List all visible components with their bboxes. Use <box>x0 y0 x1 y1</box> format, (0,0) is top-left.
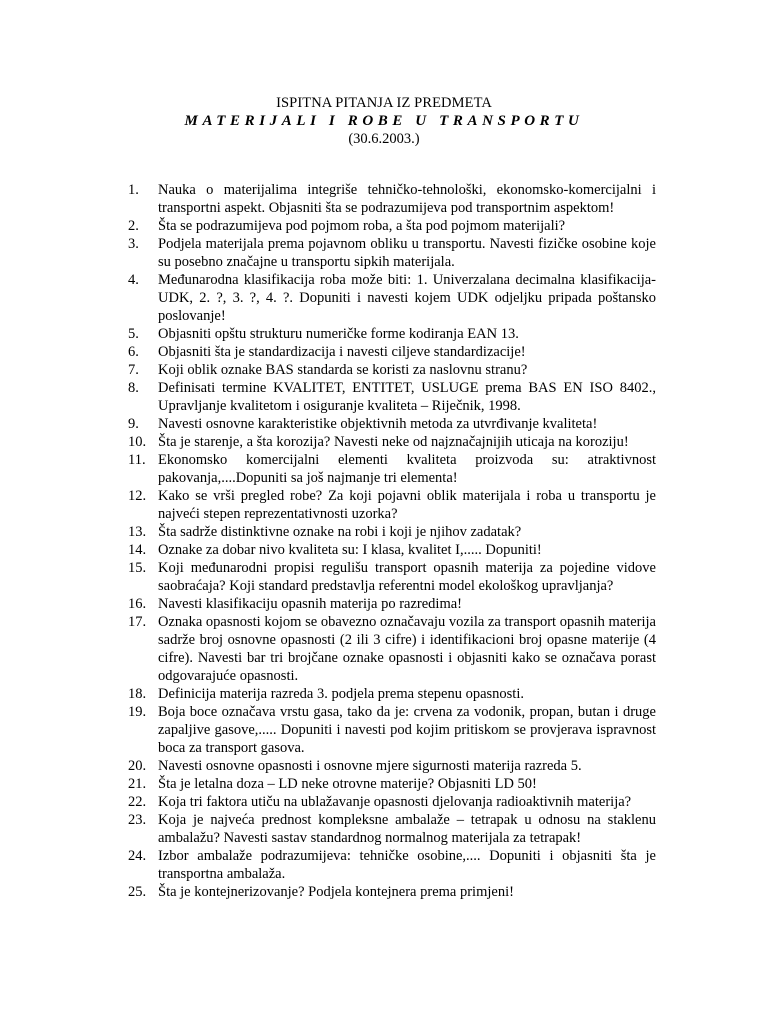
question-item <box>128 775 656 793</box>
question-text: Nauka o materijalima integriše tehničko-tehnološki, ekonomsko-komercijalni i transportni aspekt. Objasniti šta se podrazumijeva pod transportnim aspektom! <box>158 182 656 216</box>
exam-date: (30.6.2003.) <box>348 131 420 147</box>
question-item <box>128 379 656 415</box>
question-text: Koji međunarodni propisi regulišu transport opasnih materija za pojedine vidove saobraćaja? Koji standard predstavlja referentni model ekološkog upravljanja? <box>158 560 656 594</box>
question-text: Definisati termine KVALITET, ENTITET, USLUGE prema BAS EN ISO 8402., Upravljanje kvalitetom i osiguranje kvaliteta – Riječnik, 1998. <box>158 380 656 414</box>
question-number: 22. <box>128 794 147 810</box>
question-text: Šta je letalna doza – LD neke otrovne materije? Objasniti LD 50! <box>158 776 537 792</box>
question-item <box>128 757 656 775</box>
question-item <box>128 847 656 883</box>
question-item <box>128 559 656 595</box>
question-number: 23. <box>128 812 147 828</box>
question-number: 15. <box>128 560 147 576</box>
question-item <box>128 523 656 541</box>
question-text: Kako se vrši pregled robe? Za koji pojavni oblik materijala i roba u transportu je najveći stepen reprezentativnosti uzorka? <box>158 488 656 522</box>
question-number: 11. <box>128 452 146 468</box>
question-number: 17. <box>128 614 147 630</box>
question-item <box>128 361 656 379</box>
question-item <box>128 271 656 325</box>
question-item <box>128 415 656 433</box>
question-item <box>128 703 656 757</box>
question-item <box>128 595 656 613</box>
question-text: Podjela materijala prema pojavnom obliku u transportu. Navesti fizičke osobine koje su posebno značajne u transportu sipkih materijala. <box>158 236 656 270</box>
question-number: 9. <box>128 416 139 432</box>
question-number: 4. <box>128 272 139 288</box>
question-item <box>128 181 656 217</box>
question-number: 10. <box>128 434 147 450</box>
question-number: 18. <box>128 686 147 702</box>
question-text: Međunarodna klasifikacija roba može biti: 1. Univerzalana decimalna klasifikacija-UDK, 2. ?, 3. ?, 4. ?. Dopuniti i navesti kojem UDK odjeljku pripada poštansko poslovanje! <box>158 272 656 324</box>
question-number: 6. <box>128 344 139 360</box>
question-text: Ekonomsko komercijalni elementi kvaliteta proizvoda su: atraktivnost pakovanja,....Dopuniti sa još najmanje tri elementa! <box>158 452 656 486</box>
question-list <box>128 181 656 901</box>
question-item <box>128 433 656 451</box>
question-number: 24. <box>128 848 147 864</box>
question-number: 13. <box>128 524 147 540</box>
question-number: 8. <box>128 380 139 396</box>
question-text: Navesti osnovne karakteristike objektivnih metoda za utvrđivanje kvaliteta! <box>158 416 598 432</box>
question-item <box>128 541 656 559</box>
question-text: Objasniti opštu strukturu numeričke forme kodiranja EAN 13. <box>158 326 519 342</box>
question-text: Koja tri faktora utiču na ublažavanje opasnosti djelovanja radioaktivnih materija? <box>158 794 632 810</box>
question-text: Šta se podrazumijeva pod pojmom roba, a šta pod pojmom materijali? <box>158 218 566 234</box>
question-text: Izbor ambalaže podrazumijeva: tehničke osobine,.... Dopuniti i objasniti šta je transportna ambalaža. <box>158 848 656 882</box>
question-item <box>128 235 656 271</box>
course-title: MATERIJALI I ROBE U TRANSPORTU <box>184 113 584 129</box>
question-text: Objasniti šta je standardizacija i navesti ciljeve standardizacije! <box>158 344 526 360</box>
question-text: Koji oblik oznake BAS standarda se koristi za naslovnu stranu? <box>158 362 528 378</box>
question-number: 20. <box>128 758 147 774</box>
question-number: 3. <box>128 236 139 252</box>
document-header <box>0 94 768 148</box>
question-item <box>128 811 656 847</box>
question-item <box>128 451 656 487</box>
question-text: Navesti osnovne opasnosti i osnovne mjere sigurnosti materija razreda 5. <box>158 758 582 774</box>
question-item <box>128 487 656 523</box>
question-item <box>128 685 656 703</box>
question-number: 12. <box>128 488 147 504</box>
question-text: Definicija materija razreda 3. podjela prema stepenu opasnosti. <box>158 686 524 702</box>
question-number: 1. <box>128 182 139 198</box>
question-text: Oznaka opasnosti kojom se obavezno označavaju vozila za transport opasnih materija sadrže broj osnovne opasnosti (2 ili 3 cifre) i identifikacioni broj opasne materije (4 cifre). Navesti bar tri brojčane oznake opasnosti i objasniti kako se označava porast odgovarajuće opasnosti. <box>158 614 656 684</box>
question-item <box>128 217 656 235</box>
question-text: Koja je najveća prednost kompleksne ambalaže – tetrapak u odnosu na staklenu ambalažu? Navesti sastav standardnog normalnog materijala za tetrapak! <box>158 812 656 846</box>
question-number: 2. <box>128 218 139 234</box>
question-item <box>128 613 656 685</box>
question-number: 16. <box>128 596 147 612</box>
question-number: 19. <box>128 704 147 720</box>
exam-title: ISPITNA PITANJA IZ PREDMETA <box>276 95 492 111</box>
question-item <box>128 343 656 361</box>
question-text: Navesti klasifikaciju opasnih materija po razredima! <box>158 596 462 612</box>
question-text: Boja boce označava vrstu gasa, tako da je: crvena za vodonik, propan, butan i druge zapaljive gasove,..... Dopuniti i navesti pod kojim pritiskom se provjerava ispravnost boca za transport gasova. <box>158 704 656 756</box>
question-item <box>128 325 656 343</box>
question-number: 5. <box>128 326 139 342</box>
question-text: Šta sadrže distinktivne oznake na robi i koji je njihov zadatak? <box>158 524 522 540</box>
question-text: Oznake za dobar nivo kvaliteta su: I klasa, kvalitet I,..... Dopuniti! <box>158 542 542 558</box>
question-item <box>128 793 656 811</box>
question-text: Šta je starenje, a šta korozija? Navesti neke od najznačajnijih uticaja na koroziju! <box>158 434 629 450</box>
question-number: 25. <box>128 884 147 900</box>
question-text: Šta je kontejnerizovanje? Podjela kontejnera prema primjeni! <box>158 884 514 900</box>
question-item <box>128 883 656 901</box>
question-number: 7. <box>128 362 139 378</box>
question-number: 14. <box>128 542 147 558</box>
question-number: 21. <box>128 776 147 792</box>
